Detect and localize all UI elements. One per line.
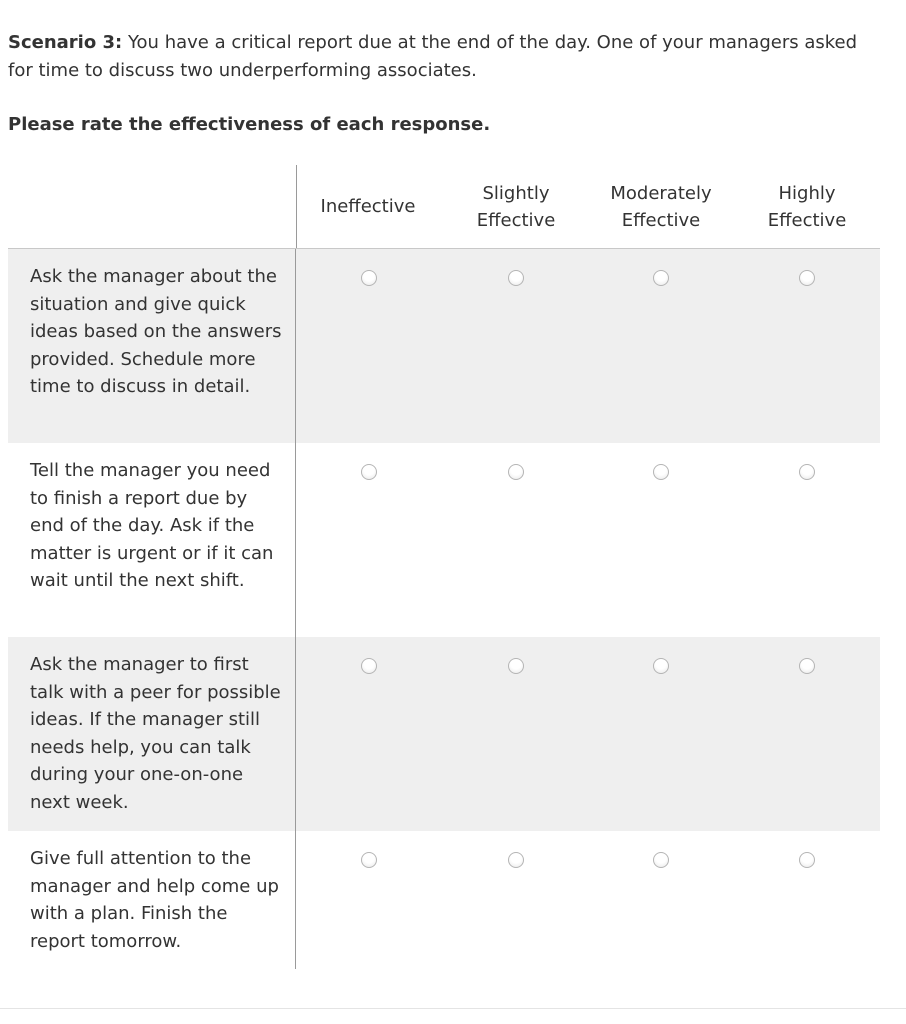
matrix-row-4 — [8, 831, 880, 969]
radio-row4-slightly-effective[interactable] — [508, 852, 524, 868]
column-header-line: Effective — [621, 209, 701, 231]
column-header-slightly-effective — [446, 165, 586, 248]
column-header-moderately-effective — [591, 165, 731, 248]
radio-row4-ineffective[interactable] — [361, 852, 377, 868]
radio-row2-ineffective[interactable] — [361, 464, 377, 480]
radio-row1-moderately-effective[interactable] — [653, 270, 669, 286]
column-header-line: Effective — [476, 209, 556, 231]
bottom-divider — [0, 1008, 906, 1009]
radio-row2-slightly-effective[interactable] — [508, 464, 524, 480]
column-header-ineffective — [298, 165, 438, 248]
column-header-line: Slightly — [482, 182, 550, 204]
scenario-text — [8, 29, 880, 85]
matrix-row-1 — [8, 249, 880, 443]
radio-row2-moderately-effective[interactable] — [653, 464, 669, 480]
radio-row3-slightly-effective[interactable] — [508, 658, 524, 674]
column-header-line: Moderately — [610, 182, 712, 204]
row-statement: Give full attention to the manager and help come up with a plan. Finish the report tomorrow. — [8, 831, 296, 969]
matrix-row-3 — [8, 637, 880, 831]
radio-row1-ineffective[interactable] — [361, 270, 377, 286]
scenario-description: You have a critical report due at the end of the day. One of your managers asked for time to discuss two underperforming associates. — [8, 32, 858, 81]
row-statement: Ask the manager to first talk with a peer for possible ideas. If the manager still needs help, you can talk during your one-on-one next week. — [8, 637, 296, 831]
radio-row2-highly-effective[interactable] — [799, 464, 815, 480]
column-header-highly-effective — [737, 165, 877, 248]
radio-row1-slightly-effective[interactable] — [508, 270, 524, 286]
radio-row4-highly-effective[interactable] — [799, 852, 815, 868]
header-empty-cell — [8, 165, 297, 248]
radio-row4-moderately-effective[interactable] — [653, 852, 669, 868]
matrix-header — [8, 165, 880, 249]
column-header-line: Ineffective — [320, 196, 416, 217]
rating-instruction: Please rate the effectiveness of each response. — [8, 114, 491, 135]
radio-row3-highly-effective[interactable] — [799, 658, 815, 674]
row-statement: Tell the manager you need to finish a report due by end of the day. Ask if the matter is urgent or if it can wait until the next shift. — [8, 443, 296, 637]
radio-row1-highly-effective[interactable] — [799, 270, 815, 286]
scenario-label: Scenario 3: — [8, 32, 123, 53]
radio-row3-ineffective[interactable] — [361, 658, 377, 674]
column-header-line: Effective — [767, 209, 847, 231]
column-header-line: Highly — [778, 182, 836, 204]
row-statement: Ask the manager about the situation and give quick ideas based on the answers provided. Schedule more time to discuss in detail. — [8, 249, 296, 443]
rating-matrix — [8, 165, 880, 969]
matrix-row-2 — [8, 443, 880, 637]
radio-row3-moderately-effective[interactable] — [653, 658, 669, 674]
